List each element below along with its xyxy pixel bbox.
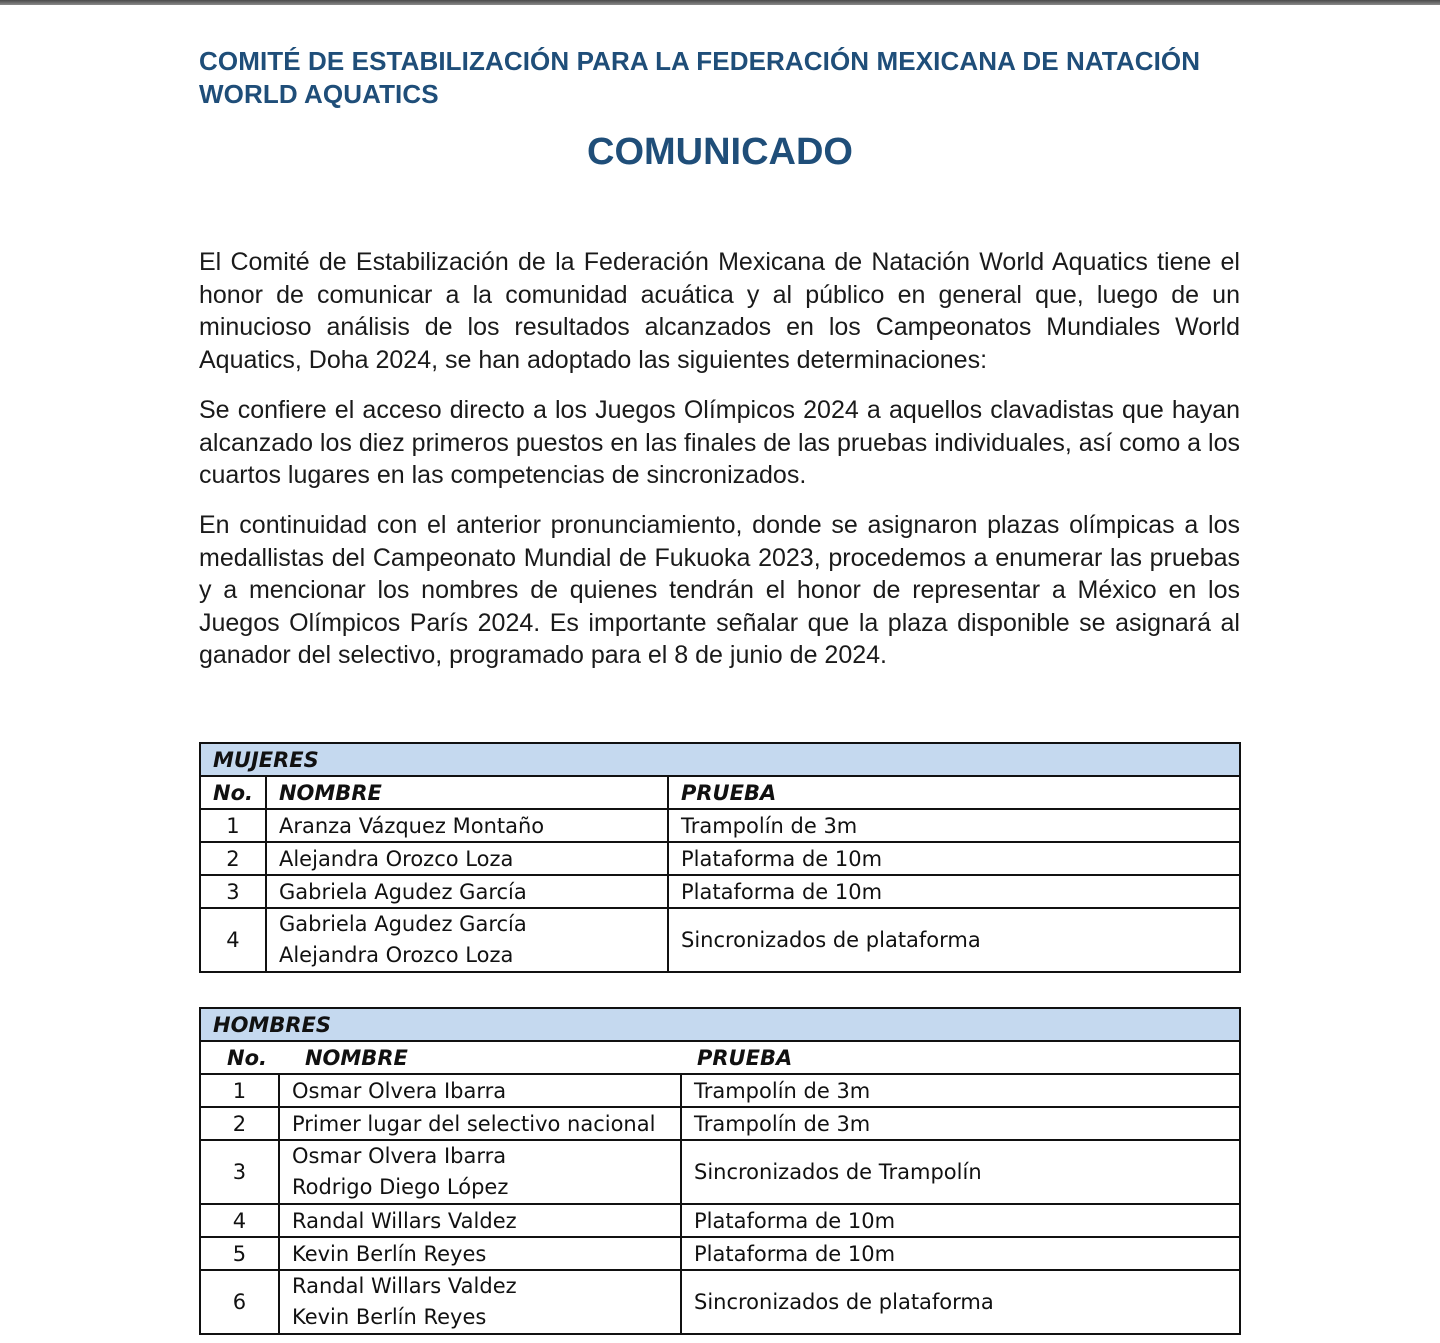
col-header-event: PRUEBA xyxy=(681,1041,1240,1074)
table-section-row xyxy=(200,1008,1240,1041)
row-number: 6 xyxy=(200,1270,279,1334)
organization-subname: WORLD AQUATICS xyxy=(199,79,439,109)
row-number: 3 xyxy=(200,875,266,908)
table-row xyxy=(200,842,1240,875)
event-name: Plataforma de 10m xyxy=(668,875,1240,908)
row-number: 2 xyxy=(200,1107,279,1140)
athlete-name xyxy=(279,1237,681,1270)
paragraph-intro: El Comité de Estabilización de la Federación Mexicana de Natación World Aquatics tiene el honor de comunicar a la comunidad acuática y al público en general que, luego de un minucioso análisis de los resultados alcanzados en los Campeonatos Mundiales World Aquatics, Doha 2024, se han adoptado las siguientes determinaciones: xyxy=(199,248,1240,374)
athlete-name-line: Kevin Berlín Reyes xyxy=(291,1305,487,1329)
athlete-names xyxy=(279,1270,681,1334)
table-section-row xyxy=(200,743,1240,776)
event-name: Plataforma de 10m xyxy=(681,1204,1240,1237)
event-name: Sincronizados de plataforma xyxy=(681,1270,1240,1334)
athlete-name-line: Gabriela Agudez García xyxy=(278,879,527,904)
athlete-names xyxy=(279,1140,681,1204)
women-table xyxy=(199,742,1241,973)
table-row xyxy=(200,1237,1240,1270)
table-row xyxy=(200,809,1240,842)
athlete-name-line: Randal Willars Valdez xyxy=(291,1208,517,1233)
col-header-no: No. xyxy=(200,776,266,809)
table-row xyxy=(200,875,1240,908)
event-name: Trampolín de 3m xyxy=(681,1107,1240,1140)
table-row xyxy=(200,1107,1240,1140)
top-border xyxy=(0,0,1440,5)
organization-name: COMITÉ DE ESTABILIZACIÓN PARA LA FEDERACIÓN MEXICANA DE NATACIÓN xyxy=(199,46,1201,76)
row-number: 4 xyxy=(200,1204,279,1237)
table-row xyxy=(200,1074,1240,1107)
table-header-row xyxy=(200,1041,1240,1074)
event-name: Sincronizados de plataforma xyxy=(668,908,1240,972)
event-name: Plataforma de 10m xyxy=(668,842,1240,875)
athlete-name xyxy=(279,1074,681,1107)
athlete-names xyxy=(266,908,668,972)
paragraph-criteria: Se confiere el acceso directo a los Juegos Olímpicos 2024 a aquellos clavadistas que hayan alcanzado los diez primeros puestos en las finales de las pruebas individuales, así como a los cuartos lugares en las competencias de sincronizados. xyxy=(199,396,1240,489)
table-row xyxy=(200,908,1240,972)
col-header-name: NOMBRE xyxy=(279,1041,681,1074)
document-title: COMUNICADO xyxy=(587,131,853,173)
table-row xyxy=(200,1204,1240,1237)
athlete-name-line: Osmar Olvera Ibarra xyxy=(291,1144,507,1168)
row-number: 2 xyxy=(200,842,266,875)
event-name: Trampolín de 3m xyxy=(668,809,1240,842)
table-header-row xyxy=(200,776,1240,809)
table-row xyxy=(200,1270,1240,1334)
athlete-name-line: Alejandra Orozco Loza xyxy=(278,943,514,967)
athlete-name-line: Osmar Olvera Ibarra xyxy=(291,1078,507,1103)
athlete-name xyxy=(279,1107,681,1140)
athlete-name-line: Primer lugar del selectivo nacional xyxy=(291,1111,656,1136)
men-table xyxy=(199,1007,1241,1335)
event-name: Plataforma de 10m xyxy=(681,1237,1240,1270)
table-row xyxy=(200,1140,1240,1204)
athlete-name xyxy=(279,1204,681,1237)
athlete-name-line: Gabriela Agudez García xyxy=(278,912,527,936)
athlete-name xyxy=(266,809,668,842)
organization-header xyxy=(199,45,1249,111)
row-number: 1 xyxy=(200,1074,279,1107)
men-section-title: HOMBRES xyxy=(200,1008,1240,1041)
paragraph-announcement: En continuidad con el anterior pronunciamiento, donde se asignaron plazas olímpicas a los medallistas del Campeonato Mundial de Fukuoka 2023, procedemos a enumerar las pruebas y a mencionar los nombres de quienes tendrán el honor de representar a México en los Juegos Olímpicos París 2024. Es importante señalar que la plaza disponible se asignará al ganador del selectivo, programado para el 8 de junio de 2024. xyxy=(199,511,1240,669)
row-number: 4 xyxy=(200,908,266,972)
athlete-name-line: Rodrigo Diego López xyxy=(291,1175,509,1199)
event-name: Sincronizados de Trampolín xyxy=(681,1140,1240,1204)
athlete-name-line: Aranza Vázquez Montaño xyxy=(278,813,545,838)
col-header-no: No. xyxy=(200,1041,279,1074)
athlete-name-line: Kevin Berlín Reyes xyxy=(291,1241,487,1266)
women-section-title: MUJERES xyxy=(200,743,1240,776)
row-number: 5 xyxy=(200,1237,279,1270)
col-header-name: NOMBRE xyxy=(266,776,668,809)
athlete-name xyxy=(266,842,668,875)
athlete-name-line: Randal Willars Valdez xyxy=(291,1274,517,1298)
athlete-name-line: Alejandra Orozco Loza xyxy=(278,846,514,871)
athlete-name xyxy=(266,875,668,908)
event-name: Trampolín de 3m xyxy=(681,1074,1240,1107)
col-header-event: PRUEBA xyxy=(668,776,1240,809)
row-number: 1 xyxy=(200,809,266,842)
row-number: 3 xyxy=(200,1140,279,1204)
